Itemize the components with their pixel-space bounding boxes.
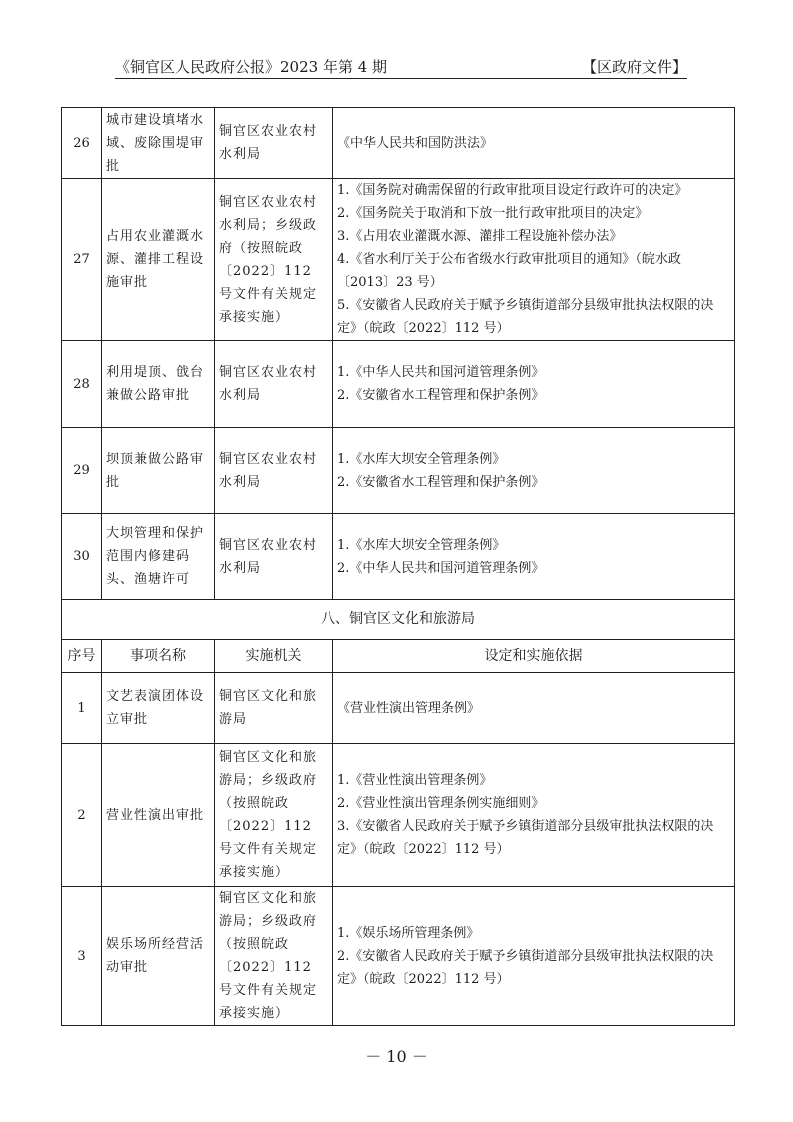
item-agency: 铜官区农业农村水利局 bbox=[215, 341, 333, 428]
table-row bbox=[62, 179, 735, 341]
item-number: 28 bbox=[62, 341, 102, 428]
item-agency: 铜官区文化和旅游局；乡级政府（按照皖政〔2022〕112 号文件有关规定承接实施） bbox=[215, 744, 333, 887]
item-basis bbox=[333, 179, 735, 341]
basis-line: 1.《国务院对确需保留的行政审批项目设定行政许可的决定》 bbox=[337, 183, 688, 198]
item-agency: 铜官区农业农村水利局 bbox=[215, 108, 333, 179]
item-name: 娱乐场所经营活动审批 bbox=[102, 887, 215, 1026]
item-basis bbox=[333, 108, 735, 179]
table-row bbox=[62, 428, 735, 514]
basis-line: 5.《安徽省人民政府关于赋予乡镇街道部分县级审批执法权限的决定》（皖政〔2022〕112 号） bbox=[337, 298, 714, 336]
table-row bbox=[62, 673, 735, 744]
item-basis bbox=[333, 673, 735, 744]
section-title: 八、铜官区文化和旅游局 bbox=[62, 600, 735, 640]
item-basis bbox=[333, 887, 735, 1026]
table-row bbox=[62, 341, 735, 428]
column-header-basis: 设定和实施依据 bbox=[333, 640, 735, 673]
item-name: 营业性演出审批 bbox=[102, 744, 215, 887]
page-number: － 10 － bbox=[365, 1047, 428, 1066]
basis-line: 4.《省水利厅关于公布省级水行政审批项目的通知》（皖水政〔2013〕23 号） bbox=[337, 252, 681, 290]
item-name: 大坝管理和保护范围内修建码头、渔塘许可 bbox=[102, 514, 215, 600]
column-header-number: 序号 bbox=[62, 640, 102, 673]
table-header-row bbox=[62, 640, 735, 673]
item-name: 利用堤顶、戗台兼做公路审批 bbox=[102, 341, 215, 428]
item-agency: 铜官区农业农村水利局 bbox=[215, 428, 333, 514]
item-agency: 铜官区文化和旅游局 bbox=[215, 673, 333, 744]
item-number: 29 bbox=[62, 428, 102, 514]
item-number: 30 bbox=[62, 514, 102, 600]
item-agency: 铜官区农业农村水利局；乡级政府（按照皖政〔2022〕112 号文件有关规定承接实施） bbox=[215, 179, 333, 341]
bulletin-title: 《铜官区人民政府公报》2023 年第 4 期 bbox=[115, 58, 388, 76]
item-basis bbox=[333, 744, 735, 887]
table-row bbox=[62, 887, 735, 1026]
basis-line: 2.《安徽省水工程管理和保护条例》 bbox=[337, 388, 545, 403]
item-number: 1 bbox=[62, 673, 102, 744]
basis-line: 3.《占用农业灌溉水源、灌排工程设施补偿办法》 bbox=[337, 229, 623, 244]
basis-line: 2.《营业性演出管理条例实施细则》 bbox=[337, 796, 545, 811]
item-number: 26 bbox=[62, 108, 102, 179]
item-name: 城市建设填堵水域、废除围堤审批 bbox=[102, 108, 215, 179]
item-agency: 铜官区农业农村水利局 bbox=[215, 514, 333, 600]
basis-line: 2.《国务院关于取消和下放一批行政审批项目的决定》 bbox=[337, 206, 649, 221]
document-category: 【区政府文件】 bbox=[581, 58, 687, 76]
item-number: 27 bbox=[62, 179, 102, 341]
table-row bbox=[62, 514, 735, 600]
table-row bbox=[62, 744, 735, 887]
item-basis bbox=[333, 428, 735, 514]
basis-line: 1.《中华人民共和国河道管理条例》 bbox=[337, 365, 545, 380]
basis-line: 2.《中华人民共和国河道管理条例》 bbox=[337, 560, 545, 576]
column-header-agency: 实施机关 bbox=[215, 640, 333, 673]
basis-line: 1.《水库大坝安全管理条例》 bbox=[337, 537, 506, 553]
item-number: 2 bbox=[62, 744, 102, 887]
item-name: 占用农业灌溉水源、灌排工程设施审批 bbox=[102, 179, 215, 341]
table-row bbox=[62, 108, 735, 179]
basis-line: 《中华人民共和国防洪法》 bbox=[337, 135, 494, 151]
section-heading-row bbox=[62, 600, 735, 640]
approval-items-table bbox=[61, 107, 735, 1026]
item-name: 文艺表演团体设立审批 bbox=[102, 673, 215, 744]
basis-line: 1.《水库大坝安全管理条例》 bbox=[337, 451, 506, 467]
item-name: 坝顶兼做公路审批 bbox=[102, 428, 215, 514]
basis-line: 1.《营业性演出管理条例》 bbox=[337, 773, 493, 788]
basis-line: 《营业性演出管理条例》 bbox=[337, 700, 481, 716]
basis-line: 2.《安徽省水工程管理和保护条例》 bbox=[337, 474, 545, 490]
item-number: 3 bbox=[62, 887, 102, 1026]
basis-line: 3.《安徽省人民政府关于赋予乡镇街道部分县级审批执法权限的决定》（皖政〔2022〕112 号） bbox=[337, 819, 714, 857]
basis-line: 1.《娱乐场所管理条例》 bbox=[337, 925, 480, 941]
column-header-name: 事项名称 bbox=[102, 640, 215, 673]
page-header bbox=[115, 54, 687, 79]
item-basis bbox=[333, 341, 735, 428]
basis-line: 2.《安徽省人民政府关于赋予乡镇街道部分县级审批执法权限的决定》（皖政〔2022〕112 号） bbox=[337, 948, 714, 987]
item-agency: 铜官区文化和旅游局；乡级政府（按照皖政〔2022〕112 号文件有关规定承接实施） bbox=[215, 887, 333, 1026]
item-basis bbox=[333, 514, 735, 600]
